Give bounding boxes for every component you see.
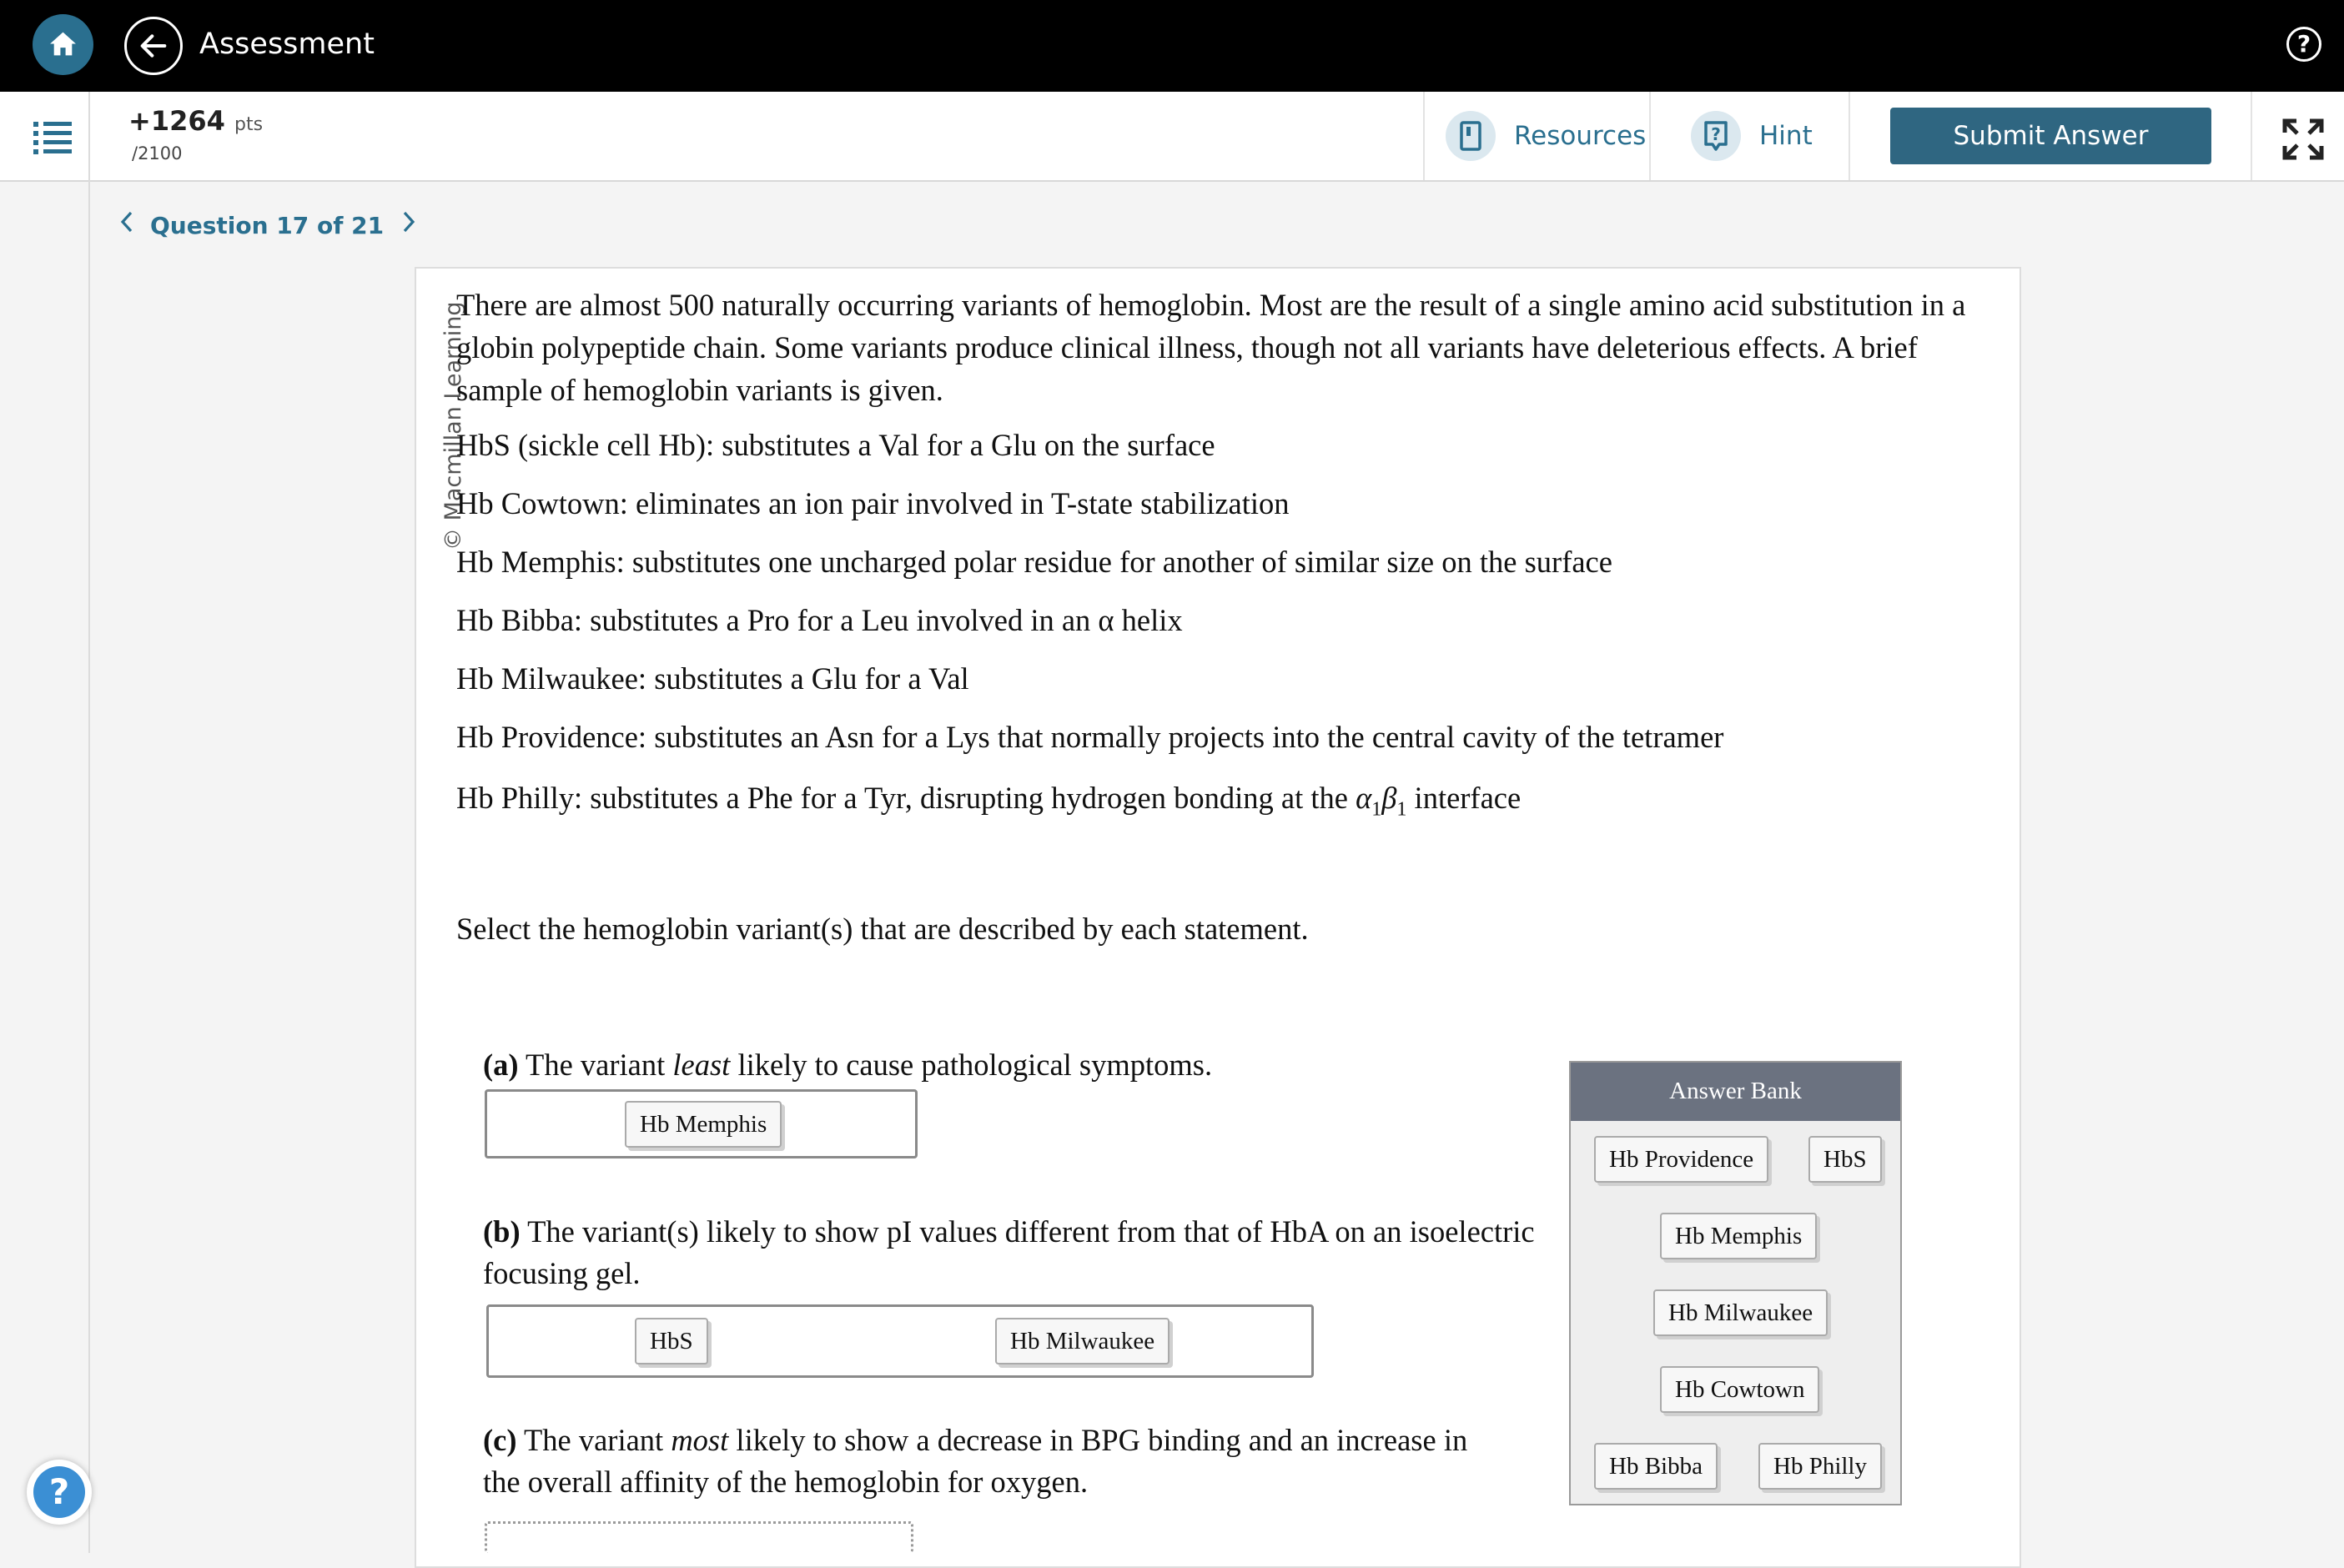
- chevron-right-icon[interactable]: [399, 209, 419, 241]
- answer-chip[interactable]: Hb Milwaukee: [995, 1318, 1169, 1364]
- divider: [1423, 92, 1425, 180]
- copyright-watermark: © Macmillan Learning: [440, 301, 466, 550]
- variant-item: Hb Bibba: substitutes a Pro for a Leu involved in an α helix: [456, 603, 1183, 637]
- answer-bank-chip[interactable]: HbS: [1808, 1136, 1882, 1183]
- home-icon: [48, 28, 78, 59]
- answer-bank-chip[interactable]: Hb Milwaukee: [1653, 1289, 1828, 1336]
- answer-bank-chip[interactable]: Hb Cowtown: [1660, 1366, 1819, 1413]
- instruction-text: Select the hemoglobin variant(s) that are described by each statement.: [456, 912, 1309, 946]
- answer-dropzone-c[interactable]: [485, 1521, 913, 1553]
- question-c-text: (c) The variant most likely to show a decrease in BPG binding and an increase in: [483, 1423, 1468, 1457]
- question-counter: Question 17 of 21: [150, 211, 385, 239]
- back-arrow-icon: [137, 29, 170, 63]
- variant-item: HbS (sickle cell Hb): substitutes a Val for a Glu on the surface: [456, 428, 1215, 462]
- submit-answer-button[interactable]: Submit Answer: [1890, 108, 2211, 164]
- question-navigation: [117, 207, 419, 244]
- intro-paragraph: There are almost 500 naturally occurring variants of hemoglobin. Most are the result of a single amino acid substitution in a globin polypeptide chain. Some variants produce clinical illness, though not all variants have deleterious effects. A brief sample of hemoglobin variants is given.: [456, 288, 1966, 407]
- points-unit: pts: [234, 114, 264, 135]
- variant-item: Hb Providence: substitutes an Asn for a Lys that normally projects into the central cavity of the tetramer: [456, 720, 1724, 754]
- answer-chip[interactable]: Hb Memphis: [625, 1101, 782, 1148]
- hint-button[interactable]: [1691, 110, 1813, 162]
- resources-button[interactable]: [1446, 110, 1646, 162]
- toolbar: [0, 92, 2344, 182]
- divider: [1849, 92, 1850, 180]
- answer-bank-chip[interactable]: Hb Bibba: [1594, 1443, 1718, 1490]
- question-b-text-line2: focusing gel.: [483, 1256, 641, 1290]
- top-bar: [0, 0, 2344, 92]
- help-button[interactable]: [27, 1460, 92, 1525]
- resources-label: Resources: [1514, 121, 1647, 151]
- variant-item: Hb Milwaukee: substitutes a Glu for a Val: [456, 661, 969, 696]
- app-title: Assessment: [199, 28, 375, 61]
- variant-item: Hb Memphis: substitutes one uncharged polar residue for another of similar size on the surface: [456, 545, 1612, 579]
- variant-item-philly: Hb Philly: substitutes a Phe for a Tyr, disrupting hydrogen bonding at the $\alpha_1\beta_1$ interface: [456, 781, 1522, 821]
- divider: [1649, 92, 1651, 180]
- chevron-left-icon[interactable]: [117, 209, 137, 241]
- question-list-menu-icon[interactable]: [33, 120, 72, 153]
- back-button[interactable]: [124, 17, 183, 75]
- answer-bank-chip[interactable]: Hb Providence: [1594, 1136, 1768, 1183]
- fullscreen-expand-icon[interactable]: [2282, 118, 2324, 160]
- points-value: +1264: [128, 105, 225, 137]
- points-max: /2100: [132, 143, 183, 163]
- answer-chip[interactable]: HbS: [635, 1318, 708, 1364]
- question-c-text-line2: the overall affinity of the hemoglobin for oxygen.: [483, 1465, 1089, 1499]
- points-display: [128, 105, 263, 137]
- question-b-text: (b) The variant(s) likely to show pI values different from that of HbA on an isoelectric: [483, 1214, 1535, 1249]
- hint-icon: [1691, 111, 1741, 161]
- book-icon: [1446, 111, 1496, 161]
- variant-item: Hb Cowtown: eliminates an ion pair involved in T-state stabilization: [456, 486, 1290, 520]
- help-icon: ?: [33, 1466, 85, 1518]
- left-rail-divider: [88, 92, 90, 1553]
- hint-label: Hint: [1759, 121, 1813, 151]
- divider: [2251, 92, 2252, 180]
- answer-dropzone-b[interactable]: [486, 1304, 1314, 1378]
- answer-bank: [1569, 1061, 1902, 1505]
- home-button[interactable]: [33, 14, 93, 75]
- help-icon[interactable]: ?: [2286, 27, 2321, 62]
- answer-bank-chip[interactable]: Hb Memphis: [1660, 1213, 1817, 1259]
- answer-bank-chip[interactable]: Hb Philly: [1758, 1443, 1882, 1490]
- svg-text:?: ?: [1711, 124, 1721, 144]
- answer-bank-title: Answer Bank: [1571, 1063, 1900, 1121]
- question-a-text: (a) The variant least likely to cause pathological symptoms.: [483, 1048, 1213, 1082]
